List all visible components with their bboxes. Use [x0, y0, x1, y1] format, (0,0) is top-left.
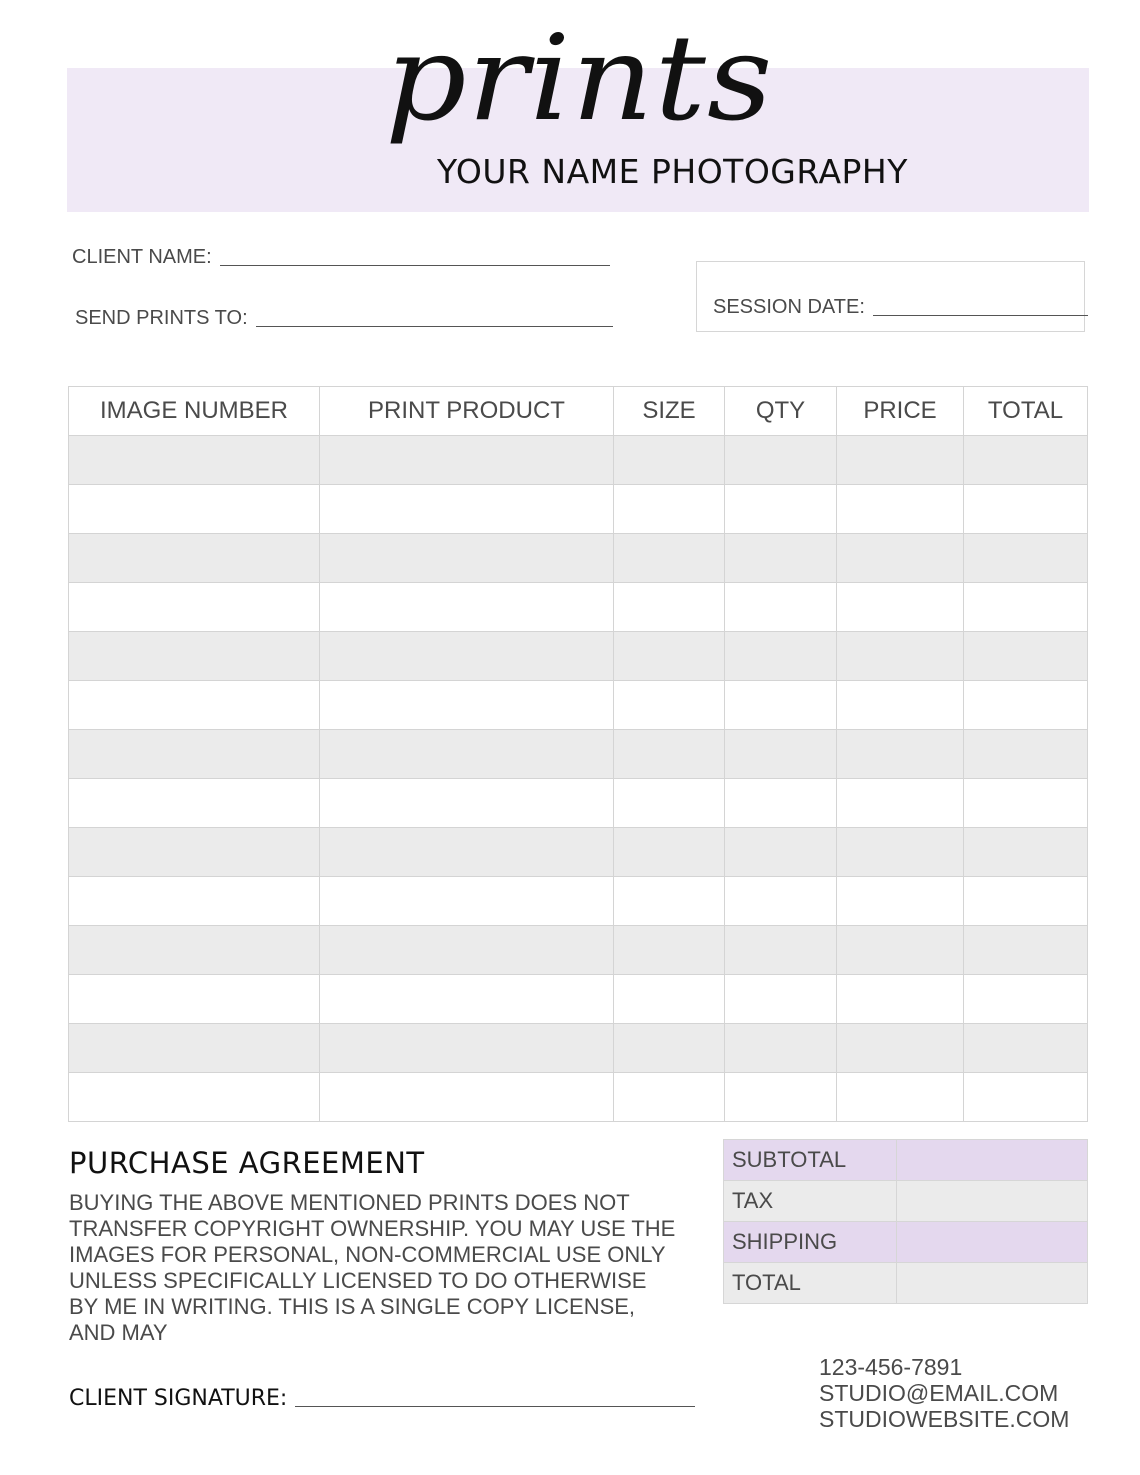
shipping-label: SHIPPING — [724, 1222, 897, 1263]
table-cell[interactable] — [837, 681, 964, 730]
table-cell[interactable] — [320, 975, 614, 1024]
table-cell[interactable] — [725, 534, 837, 583]
table-cell[interactable] — [725, 926, 837, 975]
table-cell[interactable] — [69, 583, 320, 632]
table-cell[interactable] — [964, 583, 1088, 632]
table-cell[interactable] — [69, 436, 320, 485]
shipping-row — [724, 1222, 1088, 1263]
table-cell[interactable] — [320, 485, 614, 534]
order-table — [68, 386, 1088, 1122]
subtotal-row — [724, 1140, 1088, 1181]
table-cell[interactable] — [614, 779, 725, 828]
table-cell[interactable] — [69, 534, 320, 583]
table-cell[interactable] — [837, 877, 964, 926]
table-cell[interactable] — [725, 583, 837, 632]
table-cell[interactable] — [614, 828, 725, 877]
table-cell[interactable] — [964, 877, 1088, 926]
table-cell[interactable] — [614, 583, 725, 632]
table-cell[interactable] — [614, 485, 725, 534]
table-cell[interactable] — [964, 975, 1088, 1024]
table-cell[interactable] — [964, 1024, 1088, 1073]
table-cell[interactable] — [320, 436, 614, 485]
subtotal-value-cell[interactable] — [897, 1140, 1088, 1181]
table-row — [69, 534, 1088, 583]
session-date-label: SESSION DATE: — [713, 296, 865, 318]
tax-value-cell[interactable] — [897, 1181, 1088, 1222]
client-signature-label: CLIENT SIGNATURE: — [69, 1386, 288, 1411]
table-row — [69, 877, 1088, 926]
table-row — [69, 1024, 1088, 1073]
totals-box — [723, 1139, 1088, 1304]
column-header-size: SIZE — [614, 387, 725, 436]
column-header-qty: QTY — [725, 387, 837, 436]
table-cell[interactable] — [837, 828, 964, 877]
table-row — [69, 975, 1088, 1024]
table-cell[interactable] — [837, 779, 964, 828]
contact-website: STUDIOWEBSITE.COM — [819, 1406, 1070, 1432]
table-row — [69, 730, 1088, 779]
subtotal-label: SUBTOTAL — [724, 1140, 897, 1181]
table-cell[interactable] — [725, 730, 837, 779]
studio-name: YOUR NAME PHOTOGRAPHY — [437, 152, 908, 191]
table-header-row — [69, 387, 1088, 436]
table-cell[interactable] — [725, 779, 837, 828]
table-cell[interactable] — [69, 1024, 320, 1073]
table-cell[interactable] — [614, 681, 725, 730]
total-value-cell[interactable] — [897, 1263, 1088, 1304]
table-cell[interactable] — [725, 1073, 837, 1122]
table-cell[interactable] — [837, 485, 964, 534]
table-cell[interactable] — [614, 534, 725, 583]
table-cell[interactable] — [837, 436, 964, 485]
page-title: prints — [385, 9, 774, 147]
table-cell[interactable] — [964, 779, 1088, 828]
table-row — [69, 632, 1088, 681]
table-cell[interactable] — [320, 583, 614, 632]
contact-block — [819, 1354, 1069, 1432]
table-cell[interactable] — [320, 828, 614, 877]
table-cell[interactable] — [69, 485, 320, 534]
table-cell[interactable] — [320, 1024, 614, 1073]
table-cell[interactable] — [320, 534, 614, 583]
table-cell[interactable] — [69, 730, 320, 779]
session-date-box — [696, 261, 1085, 332]
total-row — [724, 1263, 1088, 1304]
session-date-field[interactable] — [713, 296, 1088, 319]
table-cell[interactable] — [69, 681, 320, 730]
table-cell[interactable] — [725, 1024, 837, 1073]
agreement-body: BUYING THE ABOVE MENTIONED PRINTS DOES NOT TRANSFER COPYRIGHT OWNERSHIP. YOU MAY USE THE IMAGES FOR PERSONAL, NON-COMMERCIAL USE ONLY UNLESS SPECIFICALLY LICENSED TO DO OTHERWISE BY ME IN WRITING. THIS IS A SINGLE COPY LICENSE, AND MAY — [69, 1190, 676, 1345]
table-cell[interactable] — [725, 485, 837, 534]
table-row — [69, 1073, 1088, 1122]
table-cell[interactable] — [725, 436, 837, 485]
agreement-heading: PURCHASE AGREEMENT — [69, 1146, 425, 1180]
table-cell[interactable] — [837, 534, 964, 583]
send-prints-label: SEND PRINTS TO: — [75, 307, 248, 329]
table-cell[interactable] — [614, 975, 725, 1024]
total-label: TOTAL — [724, 1263, 897, 1304]
table-cell[interactable] — [725, 681, 837, 730]
table-cell[interactable] — [614, 632, 725, 681]
table-cell[interactable] — [837, 1024, 964, 1073]
table-cell[interactable] — [320, 926, 614, 975]
table-cell[interactable] — [725, 828, 837, 877]
table-row — [69, 779, 1088, 828]
contact-email: STUDIO@EMAIL.COM — [819, 1380, 1059, 1406]
table-row — [69, 828, 1088, 877]
column-header-print-product: PRINT PRODUCT — [320, 387, 614, 436]
table-cell[interactable] — [69, 975, 320, 1024]
table-cell[interactable] — [320, 779, 614, 828]
table-cell[interactable] — [725, 975, 837, 1024]
column-header-total: TOTAL — [964, 387, 1088, 436]
table-cell[interactable] — [964, 485, 1088, 534]
contact-phone: 123-456-7891 — [819, 1354, 963, 1380]
table-cell[interactable] — [614, 877, 725, 926]
table-cell[interactable] — [964, 926, 1088, 975]
table-cell[interactable] — [837, 975, 964, 1024]
table-cell[interactable] — [614, 926, 725, 975]
table-cell[interactable] — [69, 1073, 320, 1122]
tax-label: TAX — [724, 1181, 897, 1222]
table-cell[interactable] — [837, 632, 964, 681]
client-name-field[interactable] — [72, 246, 610, 269]
table-row — [69, 485, 1088, 534]
column-header-image-number: IMAGE NUMBER — [69, 387, 320, 436]
client-signature-line[interactable] — [295, 1386, 695, 1407]
shipping-value-cell[interactable] — [897, 1222, 1088, 1263]
client-signature-field[interactable] — [69, 1386, 695, 1411]
table-cell[interactable] — [320, 730, 614, 779]
table-cell[interactable] — [614, 1024, 725, 1073]
table-cell[interactable] — [964, 681, 1088, 730]
table-cell[interactable] — [320, 877, 614, 926]
table-cell[interactable] — [964, 436, 1088, 485]
table-cell[interactable] — [69, 926, 320, 975]
table-cell[interactable] — [69, 632, 320, 681]
table-cell[interactable] — [69, 779, 320, 828]
table-cell[interactable] — [614, 730, 725, 779]
table-cell[interactable] — [320, 681, 614, 730]
table-cell[interactable] — [614, 436, 725, 485]
table-row — [69, 436, 1088, 485]
send-prints-field[interactable] — [75, 307, 613, 330]
table-cell[interactable] — [320, 1073, 614, 1122]
table-row — [69, 583, 1088, 632]
table-cell[interactable] — [837, 730, 964, 779]
column-header-price: PRICE — [837, 387, 964, 436]
table-cell[interactable] — [69, 828, 320, 877]
table-cell[interactable] — [837, 1073, 964, 1122]
client-name-label: CLIENT NAME: — [72, 246, 212, 268]
table-cell[interactable] — [320, 632, 614, 681]
send-prints-line[interactable] — [256, 308, 613, 327]
order-table-body — [69, 436, 1088, 1122]
table-cell[interactable] — [614, 1073, 725, 1122]
table-cell[interactable] — [725, 877, 837, 926]
table-cell[interactable] — [837, 583, 964, 632]
table-cell[interactable] — [69, 877, 320, 926]
table-cell[interactable] — [725, 632, 837, 681]
table-cell[interactable] — [837, 926, 964, 975]
table-cell[interactable] — [964, 534, 1088, 583]
table-cell[interactable] — [964, 632, 1088, 681]
tax-row — [724, 1181, 1088, 1222]
table-row — [69, 681, 1088, 730]
table-cell[interactable] — [964, 730, 1088, 779]
table-cell[interactable] — [964, 828, 1088, 877]
table-cell[interactable] — [964, 1073, 1088, 1122]
table-row — [69, 926, 1088, 975]
client-name-line[interactable] — [220, 247, 610, 266]
session-date-line[interactable] — [873, 297, 1088, 316]
